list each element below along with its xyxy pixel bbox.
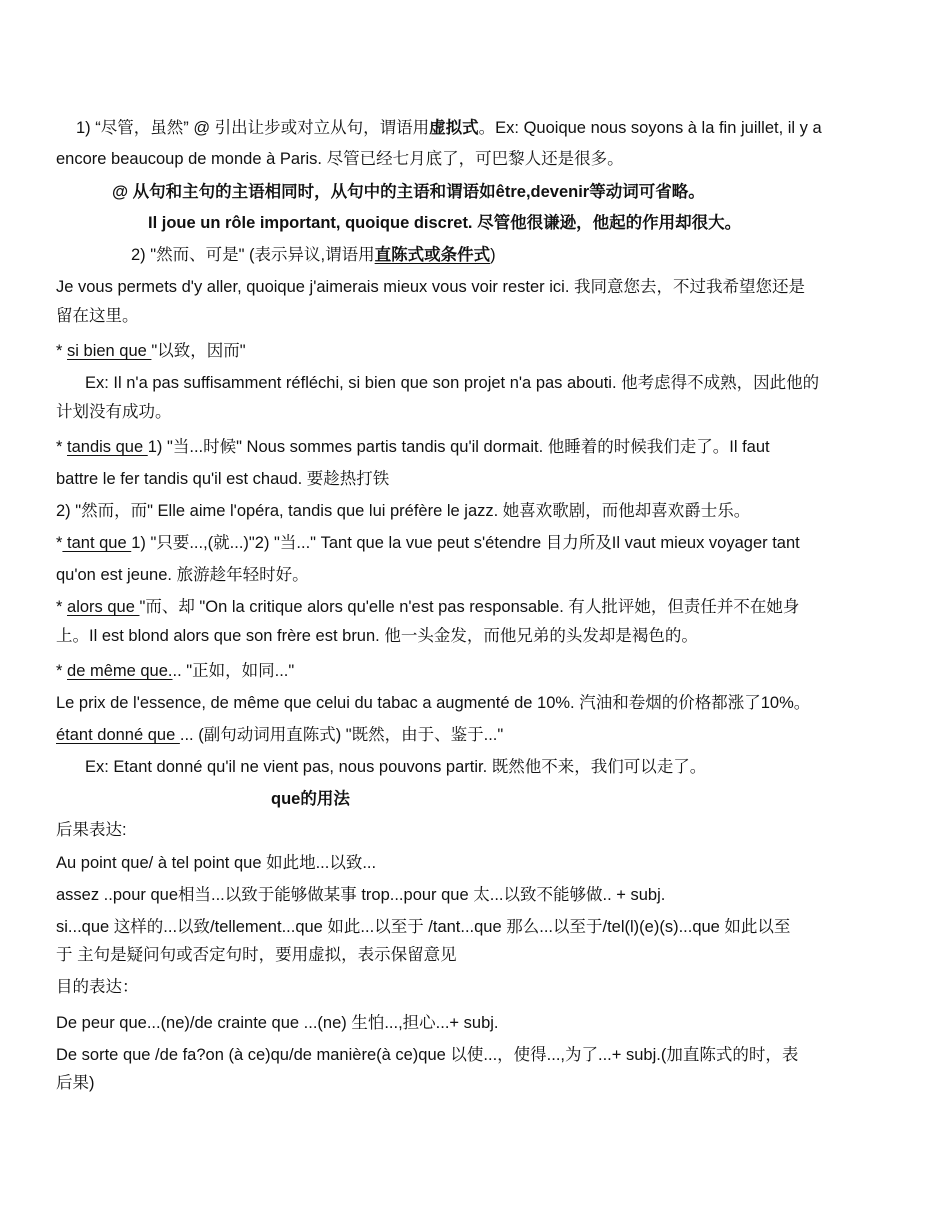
heading-purpose: 目的表达： xyxy=(56,978,139,996)
entry-etant-donne-que: étant donné que ... (副句动词用直陈式) "既然，由于、鉴于..." xyxy=(56,726,504,744)
example-permets-line2: 留在这里。 xyxy=(56,307,139,325)
consequence-line3: si...que 这样的...以致/tellement...que 如此...以至于 /tant...que 那么...以至于/tel(l)(e)(s)...que 如此以至 xyxy=(56,918,791,936)
paragraph-quoique-line1: 1) “尽管，虽然” @ 引出让步或对立从句，谓语用虚拟式。Ex: Quoique nous soyons à la fin juillet, il y a xyxy=(76,119,822,137)
paragraph-meaning-2: 2) "然而、可是" (表示异议,谓语用直陈式或条件式) xyxy=(131,246,496,264)
grammar-note: @ 从句和主句的主语相同时，从句中的主语和谓语如être,devenir等动词可省略。 xyxy=(112,183,705,201)
example-tant-que-line2: qu'on est jeune. 旅游趁年轻时好。 xyxy=(56,566,309,584)
example-si-bien-que-line1: Ex: Il n'a pas suffisamment réfléchi, si bien que son projet n'a pas abouti. 他考虑得不成熟，因此他的 xyxy=(85,374,820,392)
example-alors-que-line2: 上。Il est blond alors que son frère est brun. 他一头金发，而他兄弟的头发却是褐色的。 xyxy=(56,627,698,645)
entry-tandis-que: * tandis que 1) "当...时候" Nous sommes partis tandis qu'il dormait. 他睡着的时候我们走了。Il faut xyxy=(56,438,770,456)
term-tandis-que: tandis que xyxy=(67,438,148,456)
term-de-meme-que: de même que. xyxy=(67,662,173,680)
purpose-line2: De sorte que /de fa?on (à ce)qu/de manière(à ce)que 以使...，使得...,为了...+ subj.(加直陈式的时，表 xyxy=(56,1046,799,1064)
term-alors-que: alors que xyxy=(67,598,140,616)
consequence-line4: 于 主句是疑问句或否定句时，要用虚拟，表示保留意见 xyxy=(56,946,457,964)
term-si-bien-que: si bien que xyxy=(67,342,152,360)
purpose-line1: De peur que...(ne)/de crainte que ...(ne) 生怕...,担心...+ subj. xyxy=(56,1014,499,1032)
paragraph-quoique-line2: encore beaucoup de monde à Paris. 尽管已经七月底了，可巴黎人还是很多。 xyxy=(56,150,624,168)
consequence-line2: assez ..pour que相当...以致于能够做某事 trop...pour que 太...以致不能够做.. + subj. xyxy=(56,886,666,904)
example-tandis-que-line3: 2) "然而，而" Elle aime l'opéra, tandis que lui préfère le jazz. 她喜欢歌剧，而他却喜欢爵士乐。 xyxy=(56,502,751,520)
heading-consequence: 后果表达: xyxy=(56,821,127,839)
example-de-meme-que: Le prix de l'essence, de même que celui du tabac a augmenté de 10%. 汽油和卷烟的价格都涨了10%。 xyxy=(56,694,811,712)
consequence-line1: Au point que/ à tel point que 如此地...以致... xyxy=(56,854,377,872)
entry-alors-que: * alors que "而、却 "On la critique alors qu'elle n'est pas responsable. 有人批评她，但责任并不在她身 xyxy=(56,598,800,616)
term-etant-donne-que: étant donné que xyxy=(56,726,180,744)
term-tant-que: tant que xyxy=(62,534,132,552)
entry-si-bien-que: * si bien que "以致，因而" xyxy=(56,342,246,360)
purpose-line3: 后果) xyxy=(56,1074,95,1092)
example-etant-donne-que: Ex: Etant donné qu'il ne vient pas, nous pouvons partir. 既然他不来，我们可以走了。 xyxy=(85,758,707,776)
section-title: que的用法 xyxy=(271,790,350,808)
example-permets-line1: Je vous permets d'y aller, quoique j'aimerais mieux vous voir rester ici. 我同意您去，不过我希望您还是 xyxy=(56,278,806,296)
entry-tant-que: * tant que 1) "只要...,(就...)"2) "当..." Tant que la vue peut s'étendre 目力所及Il vaut mieux voyager tant xyxy=(56,534,800,552)
entry-de-meme-que: * de même que... "正如，如同..." xyxy=(56,662,295,680)
example-sentence: Il joue un rôle important, quoique discret. 尽管他很谦逊，他起的作用却很大。 xyxy=(148,214,742,232)
example-si-bien-que-line2: 计划没有成功。 xyxy=(56,403,172,421)
example-tandis-que-line2: battre le fer tandis qu'il est chaud. 要趁热打铁 xyxy=(56,470,390,488)
